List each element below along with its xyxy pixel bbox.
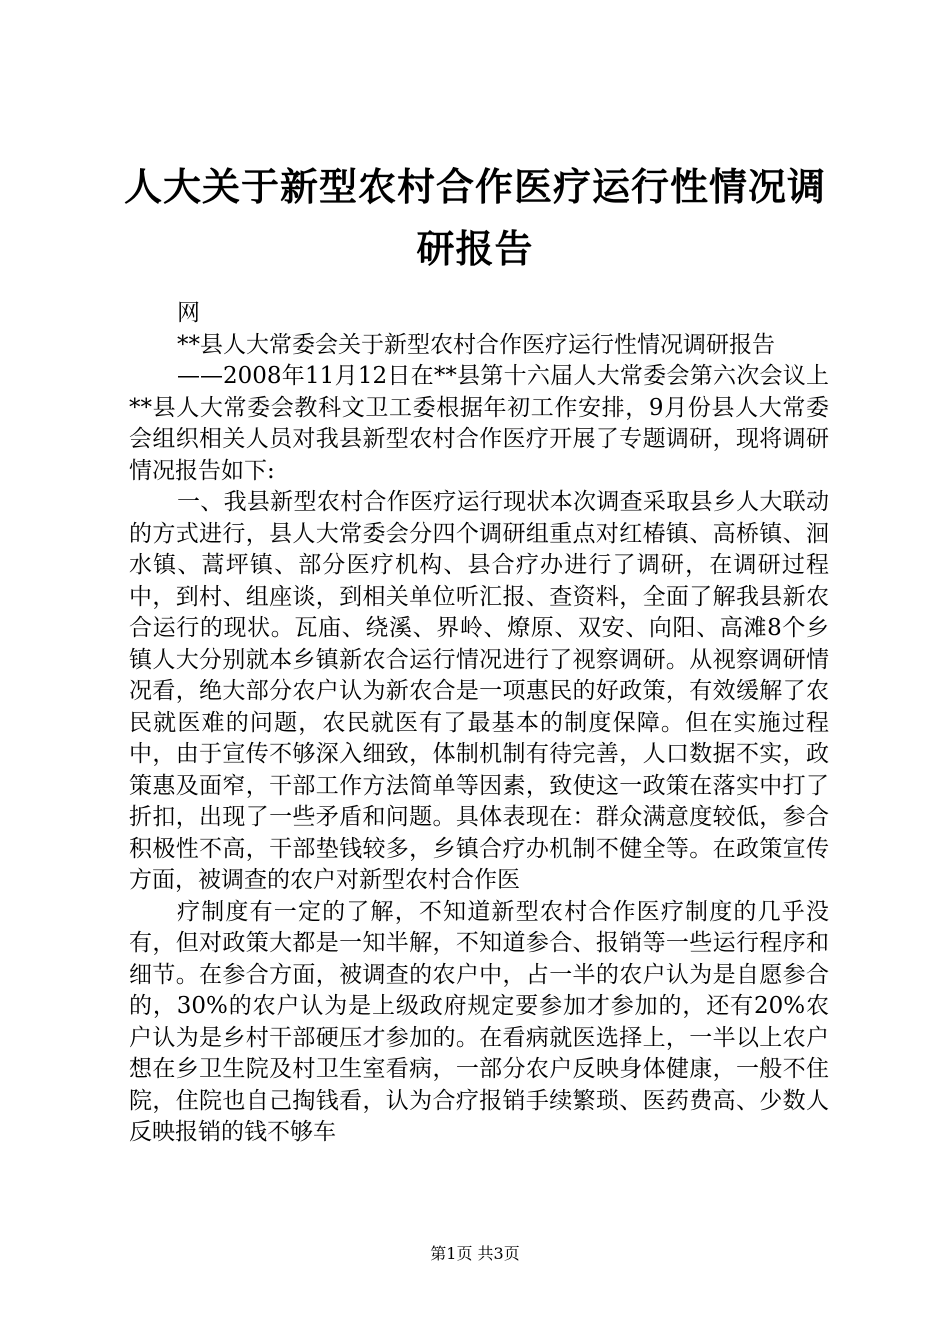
paragraph: ——2008年11月12日在**县第十六届人大常委会第六次会议上**县人大常委会教科文卫工委根据年初工作安排，9月份县人大常委会组织相关人员对我县新型农村合作医疗开展了专题调研，现将调研情况报告如下:	[129, 363, 829, 484]
paragraph: **县人大常委会关于新型农村合作医疗运行性情况调研报告	[177, 331, 775, 358]
page-footer: 第1页 共3页	[430, 1244, 520, 1263]
paragraph: 网	[177, 300, 200, 326]
document-body	[129, 298, 829, 1149]
paragraph: 疗制度有一定的了解，不知道新型农村合作医疗制度的几乎没有，但对政策大都是一知半解，不知道参合、报销等一些运行程序和细节。在参合方面，被调查的农户中，占一半的农户认为是自愿参合的，30%的农户认为是上级政府规定要参加才参加的，还有20%农户认为是乡村干部硬压才参加的。在看病就医选择上，一半以上农户想在乡卫生院及村卫生室看病，一部分农户反映身体健康，一般不住院，住院也自己掏钱看，认为合疗报销手续繁琐、医药费高、少数人反映报销的钱不够车	[129, 898, 829, 1145]
paragraph: 一、我县新型农村合作医疗运行现状本次调查采取县乡人大联动的方式进行，县人大常委会分四个调研组重点对红椿镇、高桥镇、洄水镇、蒿坪镇、部分医疗机构、县合疗办进行了调研，在调研过程中，到村、组座谈，到相关单位听汇报、查资料，全面了解我县新农合运行的现状。瓦庙、绕溪、界岭、燎原、双安、向阳、高滩8个乡镇人大分别就本乡镇新农合运行情况进行了视察调研。从视察调研情况看，绝大部分农户认为新农合是一项惠民的好政策，有效缓解了农民就医难的问题，农民就医有了最基本的制度保障。但在实施过程中，由于宣传不够深入细致，体制机制有待完善，人口数据不实，政策惠及面窄，干部工作方法简单等因素，致使这一政策在落实中打了折扣，出现了一些矛盾和问题。具体表现在：群众满意度较低，参合积极性不高，干部垫钱较多，乡镇合疗办机制不健全等。在政策宣传方面，被调查的农户对新型农村合作医	[129, 489, 829, 893]
document-title: 人大关于新型农村合作医疗运行性情况调研报告	[123, 164, 826, 271]
